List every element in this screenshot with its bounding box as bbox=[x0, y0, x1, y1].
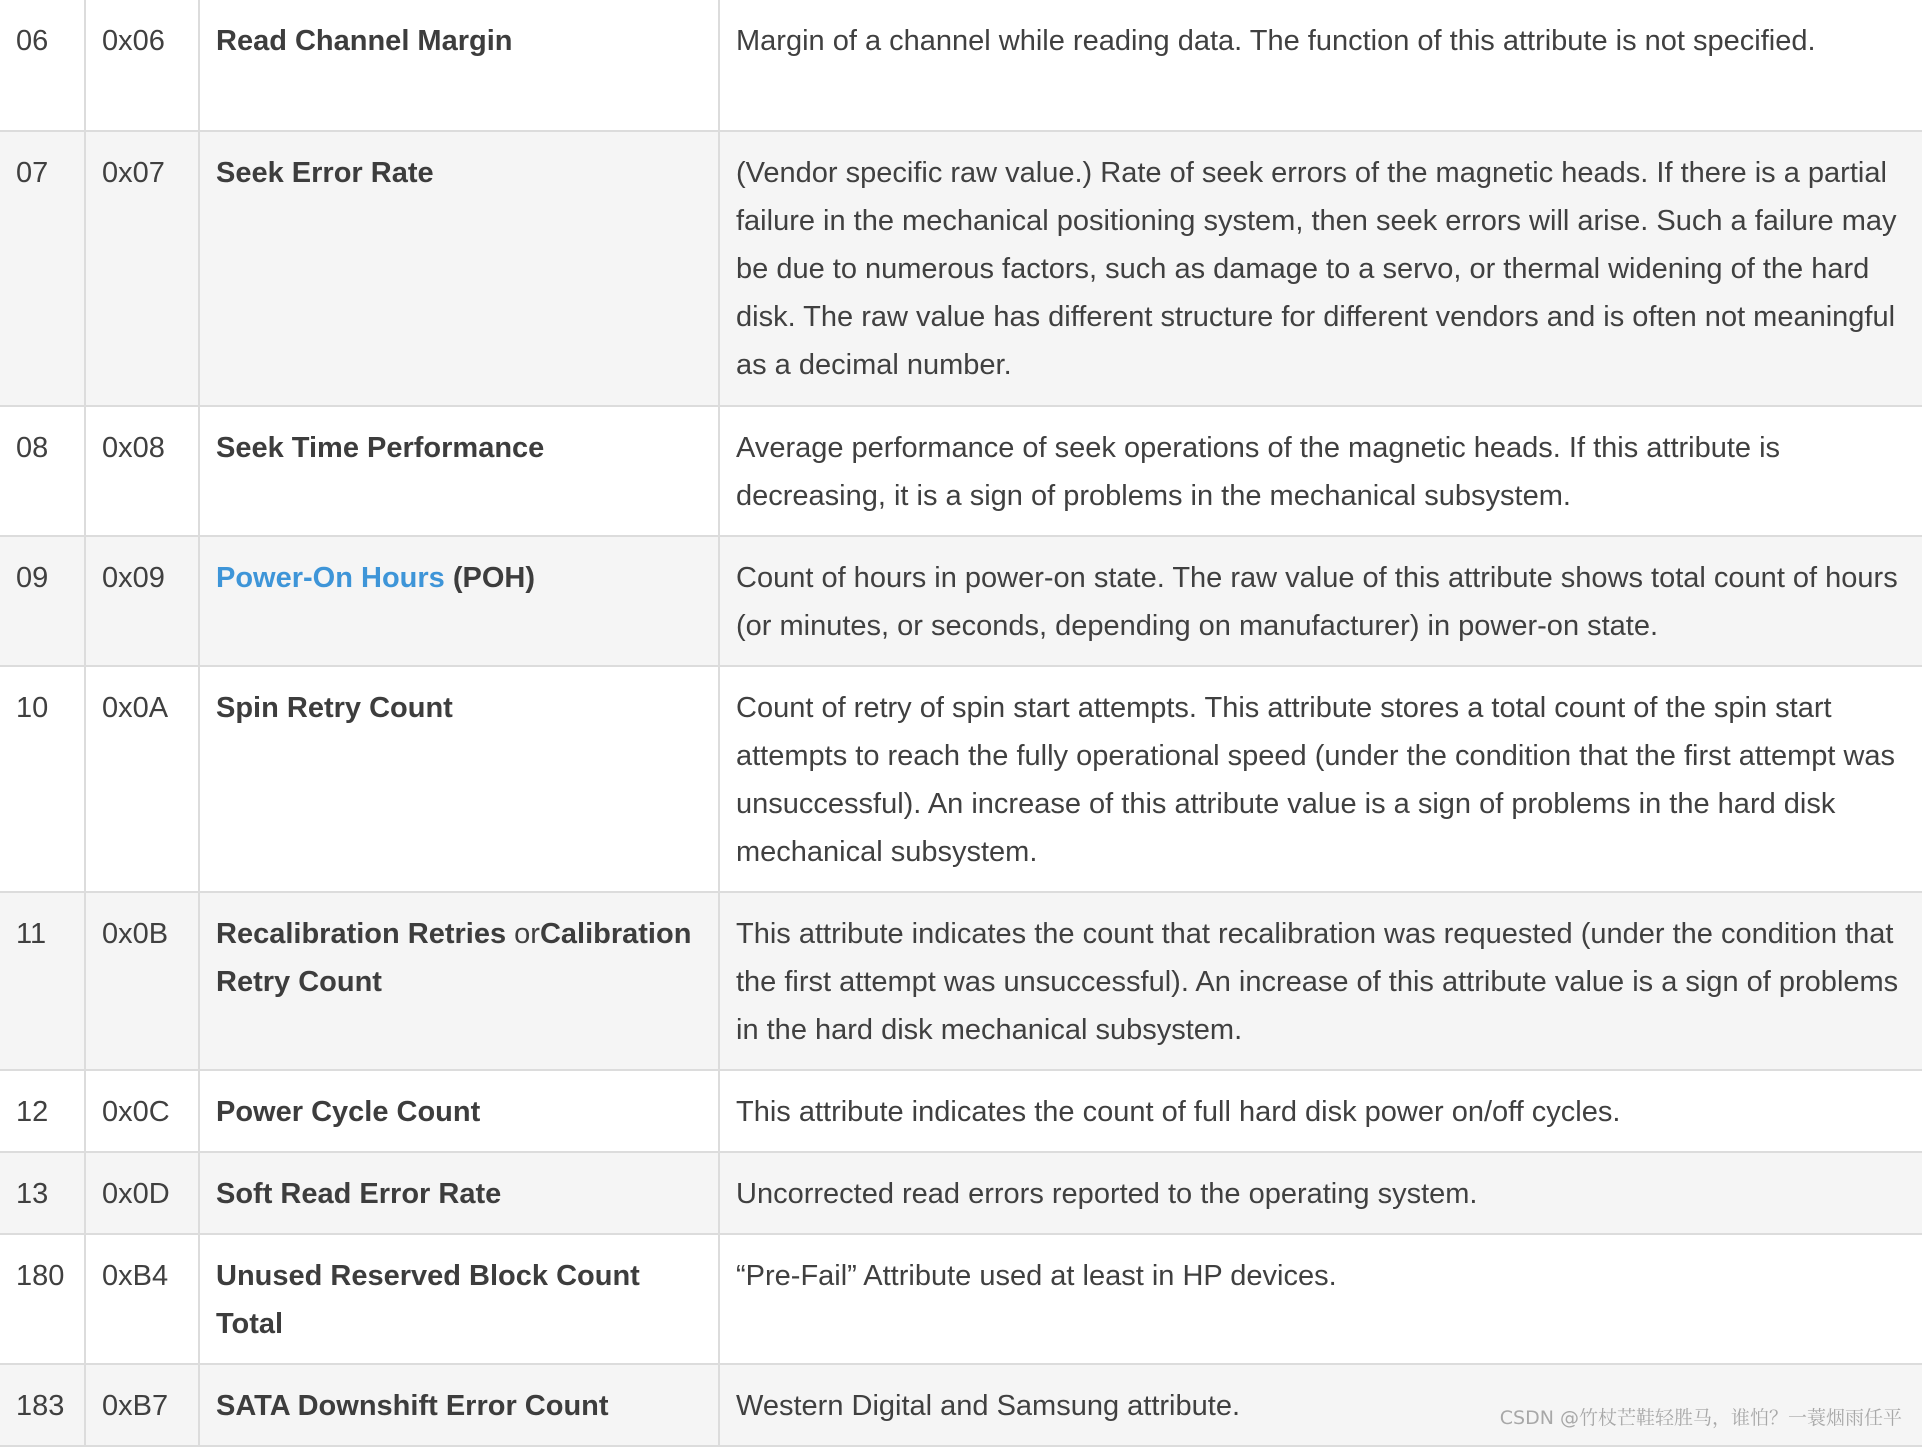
attribute-hex-cell: 0x0D bbox=[85, 1152, 199, 1234]
attribute-name-cell bbox=[199, 1152, 719, 1234]
attribute-description-cell: Margin of a channel while reading data. The function of this attribute is not specified. bbox=[719, 0, 1922, 131]
attribute-name-text: Calibration Retry Count bbox=[216, 918, 692, 998]
attribute-hex-cell: 0xB7 bbox=[85, 1364, 199, 1446]
table-row bbox=[0, 892, 1922, 1070]
attribute-name-cell bbox=[199, 131, 719, 406]
attribute-name-text: Read Channel Margin bbox=[216, 25, 513, 57]
attribute-description-cell: “Pre-Fail” Attribute used at least in HP devices. bbox=[719, 1234, 1922, 1364]
attribute-id-cell: 12 bbox=[0, 1070, 85, 1152]
attribute-description-cell: Uncorrected read errors reported to the operating system. bbox=[719, 1152, 1922, 1234]
table-row bbox=[0, 0, 1922, 131]
attribute-description-cell: Average performance of seek operations of the magnetic heads. If this attribute is decreasing, it is a sign of problems in the mechanical subsystem. bbox=[719, 406, 1922, 536]
attribute-name-cell bbox=[199, 0, 719, 131]
attribute-id-cell: 10 bbox=[0, 666, 85, 892]
table-row bbox=[0, 536, 1922, 666]
attribute-name-text: or bbox=[514, 918, 540, 950]
attribute-hex-cell: 0x0B bbox=[85, 892, 199, 1070]
attribute-name-text: Unused Reserved Block Count Total bbox=[216, 1260, 640, 1340]
attribute-description-cell: This attribute indicates the count of full hard disk power on/off cycles. bbox=[719, 1070, 1922, 1152]
attribute-id-cell: 07 bbox=[0, 131, 85, 406]
attribute-name-cell bbox=[199, 1364, 719, 1446]
attribute-hex-cell: 0xB4 bbox=[85, 1234, 199, 1364]
attribute-id-cell: 13 bbox=[0, 1152, 85, 1234]
table-row bbox=[0, 1152, 1922, 1234]
attribute-description-cell: (Vendor specific raw value.) Rate of seek errors of the magnetic heads. If there is a partial failure in the mechanical positioning system, then seek errors will arise. Such a failure may be due to numerous factors, such as damage to a servo, or thermal widening of the hard disk. The raw value has different structure for different vendors and is often not meaningful as a decimal number. bbox=[719, 131, 1922, 406]
attribute-description-cell: This attribute indicates the count that recalibration was requested (under the condition that the first attempt was unsuccessful). An increase of this attribute value is a sign of problems in the hard disk mechanical subsystem. bbox=[719, 892, 1922, 1070]
attribute-name-text: Soft Read Error Rate bbox=[216, 1178, 502, 1210]
attribute-description-cell: Western Digital and Samsung attribute. bbox=[719, 1364, 1922, 1446]
attribute-id-cell: 11 bbox=[0, 892, 85, 1070]
table-row bbox=[0, 1070, 1922, 1152]
attribute-name-text: Power Cycle Count bbox=[216, 1096, 481, 1128]
watermark: CSDN @竹杖芒鞋轻胜马，谁怕？一蓑烟雨任平 bbox=[1499, 1407, 1902, 1429]
attribute-name-cell bbox=[199, 1070, 719, 1152]
attribute-description-cell: Count of hours in power-on state. The raw value of this attribute shows total count of hours (or minutes, or seconds, depending on manufacturer) in power-on state. bbox=[719, 536, 1922, 666]
attribute-id-cell: 08 bbox=[0, 406, 85, 536]
attribute-name-cell bbox=[199, 406, 719, 536]
attribute-hex-cell: 0x0A bbox=[85, 666, 199, 892]
attribute-name-cell bbox=[199, 666, 719, 892]
attribute-name-text: (POH) bbox=[444, 562, 536, 594]
table-row bbox=[0, 666, 1922, 892]
attribute-name-text: Seek Error Rate bbox=[216, 157, 434, 189]
table-row bbox=[0, 406, 1922, 536]
attribute-name-link[interactable]: Power-On Hours bbox=[216, 562, 445, 594]
attribute-name-text: SATA Downshift Error Count bbox=[216, 1390, 609, 1422]
attribute-name-cell bbox=[199, 536, 719, 666]
table-row bbox=[0, 1234, 1922, 1364]
attribute-hex-cell: 0x09 bbox=[85, 536, 199, 666]
attribute-name-text: Seek Time Performance bbox=[216, 432, 545, 464]
attribute-name-text: Spin Retry Count bbox=[216, 692, 453, 724]
attribute-hex-cell: 0x06 bbox=[85, 0, 199, 131]
attribute-hex-cell: 0x08 bbox=[85, 406, 199, 536]
table-row bbox=[0, 131, 1922, 406]
attribute-id-cell: 183 bbox=[0, 1364, 85, 1446]
attribute-name-text: Recalibration Retries bbox=[216, 918, 515, 950]
attribute-hex-cell: 0x07 bbox=[85, 131, 199, 406]
attribute-id-cell: 180 bbox=[0, 1234, 85, 1364]
attribute-hex-cell: 0x0C bbox=[85, 1070, 199, 1152]
attribute-description-cell: Count of retry of spin start attempts. This attribute stores a total count of the spin start attempts to reach the fully operational speed (under the condition that the first attempt was unsuccessful). An increase of this attribute value is a sign of problems in the hard disk mechanical subsystem. bbox=[719, 666, 1922, 892]
attribute-name-cell bbox=[199, 1234, 719, 1364]
attribute-id-cell: 09 bbox=[0, 536, 85, 666]
attribute-id-cell: 06 bbox=[0, 0, 85, 131]
attribute-name-cell bbox=[199, 892, 719, 1070]
